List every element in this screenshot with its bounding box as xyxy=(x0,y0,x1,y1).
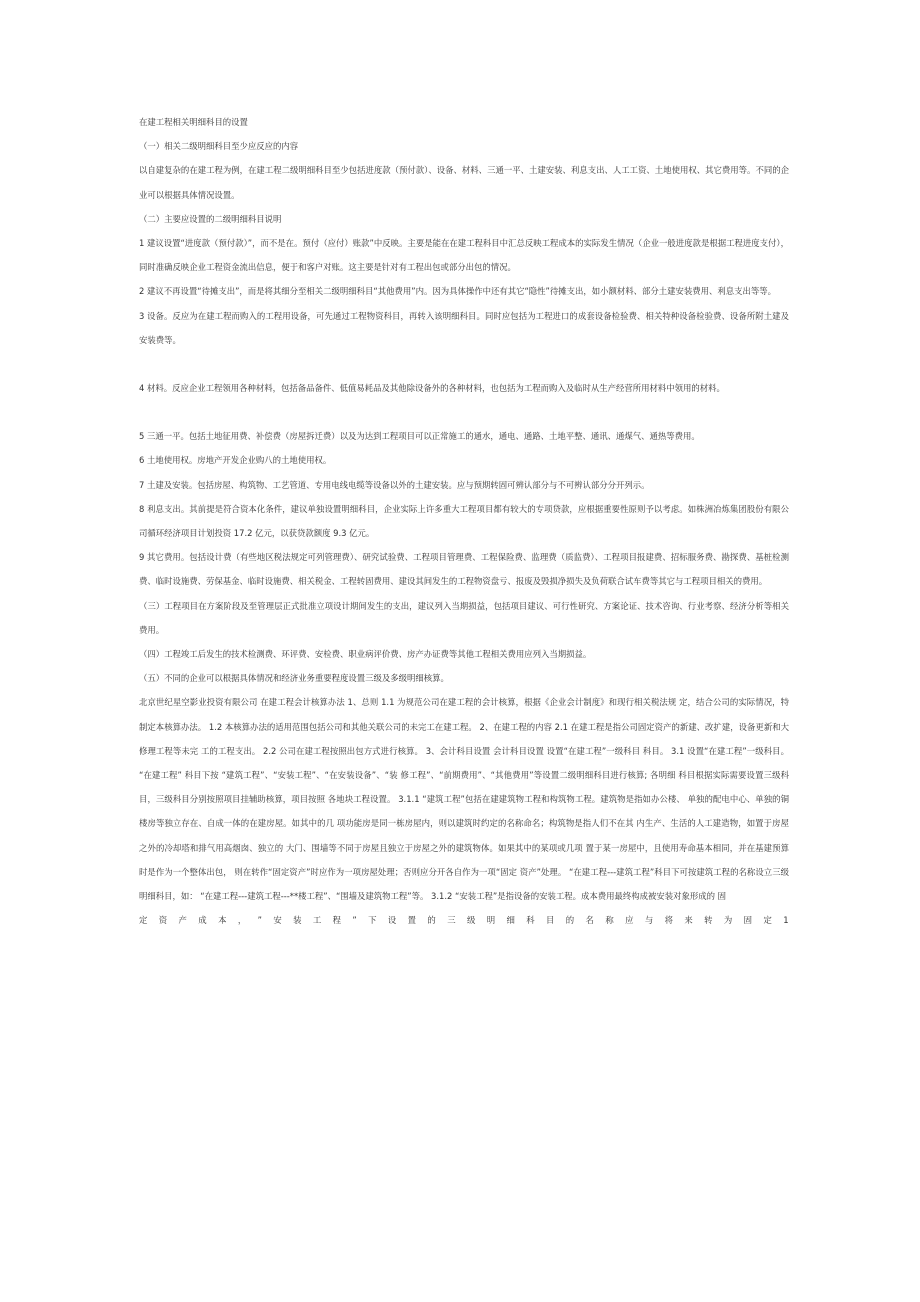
last-line-char: 级 xyxy=(466,915,476,926)
last-line-char: 为 xyxy=(723,915,733,926)
blank-line xyxy=(139,352,789,376)
section-1-body: 以自建复杂的在建工程为例，在建工程二级明细科目至少包括进度款（预付款）、设备、材料、三通一平、土建安装、利息支出、人工工资、土地使用权、其它费用等。不同的企业可以根据具体情况设置。 xyxy=(139,165,789,200)
section-1-heading: （一）相关二级明细科目至少应反应的内容 xyxy=(139,141,299,152)
last-line-char: 设 xyxy=(387,915,397,926)
document-page xyxy=(139,110,789,933)
item-1: 1 建议设置“进度款（预付款）”，而不是在。预付（应付）账款”中反映。主要是能在在建工程科目中汇总反映工程成本的实际发生情况（企业一般进度款是根据工程进度支付），同时准确反映企业工程资金流出信息，便于和客户对账。这主要是针对有工程出包或部分出包的情况。 xyxy=(139,238,789,273)
last-line-char: 的 xyxy=(565,915,575,926)
item-5: 5 三通一平。包括土地征用费、补偿费（房屋拆迁费）以及为达到工程项目可以正常施工的通水，通电、通路、土地平整、通讯、通煤气、通热等费用。 xyxy=(139,431,700,442)
last-line-char: 名 xyxy=(585,915,594,926)
item-3: 3 设备。反应为在建工程而购入的工程用设备，可先通过工程物资科目，再转入该明细科目。同时应包括为工程进口的成套设备检验费、相关特种设备检验费、设备所附土建及安装费等。 xyxy=(139,310,789,345)
last-line-char: 与 xyxy=(644,915,654,926)
last-line-char: 三 xyxy=(447,915,456,926)
item-4: 4 材料。反应企业工程领用各种材料，包括备品备件、低值易耗品及其他除设备外的各种材料，也包括为工程而购入及临时从生产经营所用材料中领用的材料。 xyxy=(139,383,725,394)
last-line-char: 细 xyxy=(506,915,515,926)
section-2-heading: （二）主要应设置的二级明细科目说明 xyxy=(139,213,282,224)
last-line-char: 定 xyxy=(139,915,148,926)
last-line-char: 工 xyxy=(312,915,322,926)
section-4: （四）工程竣工后发生的技术检测费、环评费、安检费、职业病评价费、房产办证费等其他工程相关费用应列入当期损益。 xyxy=(139,649,592,660)
last-line-char: 资 xyxy=(158,915,168,926)
item-7: 7 土建及安装。包括房屋、构筑物、工艺管道、专用电线电缆等设备以外的土建安装。应与预期转固可辨认部分与不可辨认部分分开列示。 xyxy=(139,479,650,490)
last-line-char: ” xyxy=(352,915,357,926)
last-line-char: 本 xyxy=(218,915,227,926)
section-5: （五）不同的企业可以根据具体情况和经济业务重要程度设置三级及多级明细核算。 xyxy=(139,673,449,684)
last-line-char: 应 xyxy=(625,915,634,926)
last-line-char: 科 xyxy=(526,915,535,926)
item-8: 8 利息支出。其前提是符合资本化条件，建议单独设置明细科目，企业实际上许多重大工程项目都有较大的专项贷款，应根据重要性原则予以考虑。如株洲冶炼集团股份有限公司循环经济项目计划投资 17.2 亿元，以获贷款额度 9.3 亿元。 xyxy=(139,503,789,539)
doc-title: 在建工程相关明细科目的设置 xyxy=(139,117,248,127)
last-line-char: 来 xyxy=(684,915,693,926)
last-line-char: 1 xyxy=(783,915,789,926)
last-line-char: 目 xyxy=(546,915,555,926)
section-3: （三）工程项目在方案阶段及至管理层正式批准立项设计期间发生的支出，建议列入当期损益，包括项目建议、可行性研究、方案论证、技术咨询、行业考察、经济分析等相关费用。 xyxy=(139,600,789,635)
last-line-char: 成 xyxy=(198,915,207,926)
last-line-char: 下 xyxy=(368,915,377,926)
last-line-char: 固 xyxy=(743,915,753,926)
item-9: 9 其它费用。包括设计费（有些地区税法规定可列管理费）、研究试验费、工程项目管理费、工程保险费、监理费（质监费）、工程项目报建费、招标服务费、勘探费、基桩检测费、临时设施费、劳保基金、临时设施费、相关税金、工程转固费用、建设其间发生的工程物资盘亏、报废及毁损净损失及负荷联合试车费等其它与工程项目相关的费用。 xyxy=(139,552,789,587)
last-line-char: 转 xyxy=(704,915,713,926)
item-6: 6 土地使用权。房地产开发企业购八的土地使用权。 xyxy=(139,455,332,466)
blank-line xyxy=(139,400,789,424)
last-line-char: ， xyxy=(237,915,247,926)
last-line-char: ” xyxy=(257,915,262,926)
last-line-char: 程 xyxy=(332,915,341,926)
last-line-char: 定 xyxy=(763,915,772,926)
last-line-char: 明 xyxy=(486,915,496,926)
last-line-char: 将 xyxy=(664,915,673,926)
last-line-char: 装 xyxy=(293,915,302,926)
last-line-char: 称 xyxy=(605,915,614,926)
item-2: 2 建议不再设置“待摊支出”，而是将其细分至相关二级明细科目“其他费用”内。因为具体操作中还有其它“隐性”待摊支出，如小额材料、部分土建安装费用、利息支出等等。 xyxy=(139,286,777,297)
last-line-char: 的 xyxy=(427,915,436,926)
last-line-char: 置 xyxy=(407,915,417,926)
last-line xyxy=(139,908,789,932)
example-paragraph: 北京世纪星空影业投资有限公司 在建工程会计核算办法 1、总则 1.1 为规范公司在建工程的会计核算，根据《企业会计制度》和现行相关税法规 定，结合公司的实际情况，特制定本核算办法。 1.2 本核算办法的适用范围包括公司和其他关联公司的未完工在建工程。 2、在建工程的内容 2.1 在建工程是指公司固定资产的新建、改扩建，设备更新和大修理工程等未完 工的工程支出。 2.2 公司在建工程按照出包方式进行核算。 3、会计科目设置 会计科目设置 设置“在建工程”一级科目 科目。 3.1 设置“在建工程”一级科目。 “在建工程” 科目下按 “建筑工程”、“安装工程”、“在安装设备”、“装 修工程”、“前期费用”、“其他费用”等设置二级明细科目进行核算; 各明细 科目根据实际需要设置三级科目，三级科目分别按照项目挂辅助核算，项目按照 各地块工程设置。 3.1.1 “建筑工程”包括在建建筑物工程和构筑物工程。建筑物是指如办公楼、 单独的配电中心、单独的铜楼房等独立存在、自成一体的在建房屋。如其中的几 项功能房是同一栋房屋内，则以建筑时约定的名称命名；构筑物是指人们不在其 内生产、生活的人工建造物，如置于房屋之外的冷却塔和排气用高烟囱、独立的 大门、围墙等不同于房屋且独立于房屋之外的建筑物体。如果其中的某项或几项 置于某一房屋中，且使用寿命基本相同，并在基建预算时是作为一个整体出包， 则在转作“固定资产”时应作为一项房屋处理；否则应分开各自作为一项“固定 资产”处理。 “在建工程---建筑工程”科目下可按建筑工程的名称设立三级明细科目，如： “在建工程---建筑工程---**楼工程”、“围墙及建筑物工程”等。 3.1.2 “安装工程”是指设备的安装工程。成本费用最终构成被安装对象形成的 固 xyxy=(139,697,789,902)
last-line-char: 安 xyxy=(273,915,282,926)
last-line-char: 产 xyxy=(178,915,187,926)
